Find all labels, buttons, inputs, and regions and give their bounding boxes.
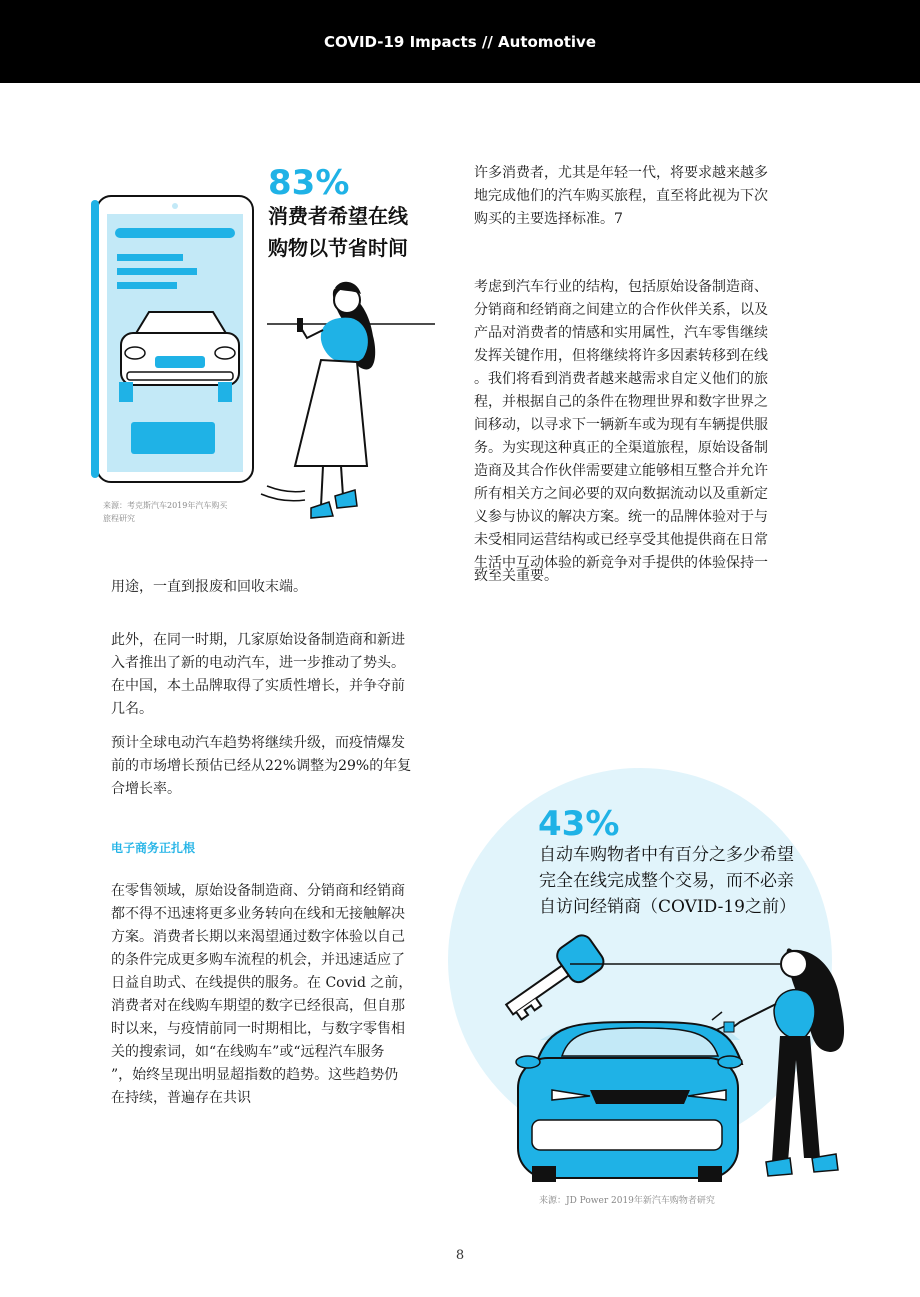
stat1-source-line1: 来源：考克斯汽车2019年汽车购买 xyxy=(103,501,228,510)
text-line: 所有相关方之间必要的双向数据流动以及重新定 xyxy=(474,486,768,502)
stat2-source: 来源：JD Power 2019年新汽车购物者研究 xyxy=(539,1196,715,1206)
stat1-line2: 购物以节省时间 xyxy=(268,236,408,260)
text-line: 程，并根据自己的条件在物理世界和数字世界之 xyxy=(474,394,768,410)
text-line: 入者推出了新的电动汽车，进一步推动了势头。 xyxy=(111,655,405,671)
text-line: 未受相同运营结构或已经享受其他提供商在日常 xyxy=(474,532,768,548)
text-line: 在零售领域，原始设备制造商、分销商和经销商 xyxy=(111,883,405,899)
text-line: 务。为实现这种真正的全渠道旅程，原始设备制 xyxy=(474,440,768,456)
text-line: 致至关重要。 xyxy=(474,568,558,584)
text-line: 前的市场增长预估已经从22%调整为29%的年复 xyxy=(111,758,412,774)
text-line: 都不得不迅速将更多业务转向在线和无接触解决 xyxy=(111,906,405,922)
text-line: 许多消费者，尤其是年轻一代，将要求越来越多 xyxy=(474,165,768,181)
text-line: 时以来，与疫情前同一时期相比，与数字零售相 xyxy=(111,1021,405,1037)
text-line: 方案。消费者长期以来渴望通过数字体验以自己 xyxy=(111,929,405,945)
text-line: 分销商和经销商之间建立的合作伙伴关系，以及 xyxy=(474,302,768,318)
header-title: COVID-19 Impacts // Automotive xyxy=(323,33,597,51)
text-line: 几名。 xyxy=(111,701,153,717)
text-line: 预计全球电动汽车趋势将继续升级，而疫情爆发 xyxy=(111,735,405,751)
text-line: 发挥关键作用，但将继续将许多因素转移到在线 xyxy=(474,348,768,364)
text-line: 间移动，以寻求下一辆新车或为现有车辆提供服 xyxy=(474,417,768,433)
car-key-illustration xyxy=(440,760,920,1200)
text-line: 日益自助式、在线提供的服务。在 Covid 之前， xyxy=(111,975,413,991)
text-line: 购买的主要选择标准。7 xyxy=(474,211,623,227)
stat2-line2: 完全在线完成整个交易，而不必亲 xyxy=(539,871,794,891)
section-heading: 电子商务正扎根 xyxy=(111,841,196,855)
text-line: 合增长率。 xyxy=(111,781,181,797)
stat1-line1: 消费者希望在线 xyxy=(268,204,408,228)
page-header xyxy=(0,0,920,83)
stat2-line1: 自动车购物者中有百分之多少希望 xyxy=(539,845,794,865)
text-line: 关的搜索词，如“在线购车”或“远程汽车服务 xyxy=(111,1044,385,1060)
stat1-source-line2: 旅程研究 xyxy=(103,514,135,523)
text-line: 生活中互动体验的新竞争对手提供的体验保持一 xyxy=(474,555,768,571)
text-line: 此外，在同一时期，几家原始设备制造商和新进 xyxy=(111,632,405,648)
text-line: 义参与协议的解决方案。统一的品牌体验对于与 xyxy=(474,509,768,525)
stat2-line3: 自访问经销商（COVID-19之前） xyxy=(539,897,796,917)
text-line: 考虑到汽车行业的结构，包括原始设备制造商、 xyxy=(474,279,768,295)
text-line: 。我们将看到消费者越来越需求自定义他们的旅 xyxy=(474,371,768,387)
stat1-value: 83% xyxy=(268,163,350,203)
text-line: 消费者对在线购车期望的数字已经很高，但自那 xyxy=(111,998,405,1014)
text-line: 产品对消费者的情感和实用属性，汽车零售继续 xyxy=(474,325,768,341)
text-line: ”，始终呈现出明显超指数的趋势。这些趋势仍 xyxy=(111,1067,399,1083)
page-number: 8 xyxy=(455,1248,465,1263)
text-line: 造商及其合作伙伴需要建立能够相互整合并允许 xyxy=(474,463,768,479)
left-paragraph-1: 用途，一直到报废和回收末端。 xyxy=(111,579,307,595)
text-line: 的条件完成更多购车流程的机会，并迅速适应了 xyxy=(111,952,405,968)
text-line: 在中国，本土品牌取得了实质性增长，并争夺前 xyxy=(111,678,405,694)
text-line: 地完成他们的汽车购买旅程，直至将此视为下次 xyxy=(474,188,768,204)
stat2-value: 43% xyxy=(538,804,620,844)
text-line: 在持续，普遍存在共识 xyxy=(111,1090,251,1106)
